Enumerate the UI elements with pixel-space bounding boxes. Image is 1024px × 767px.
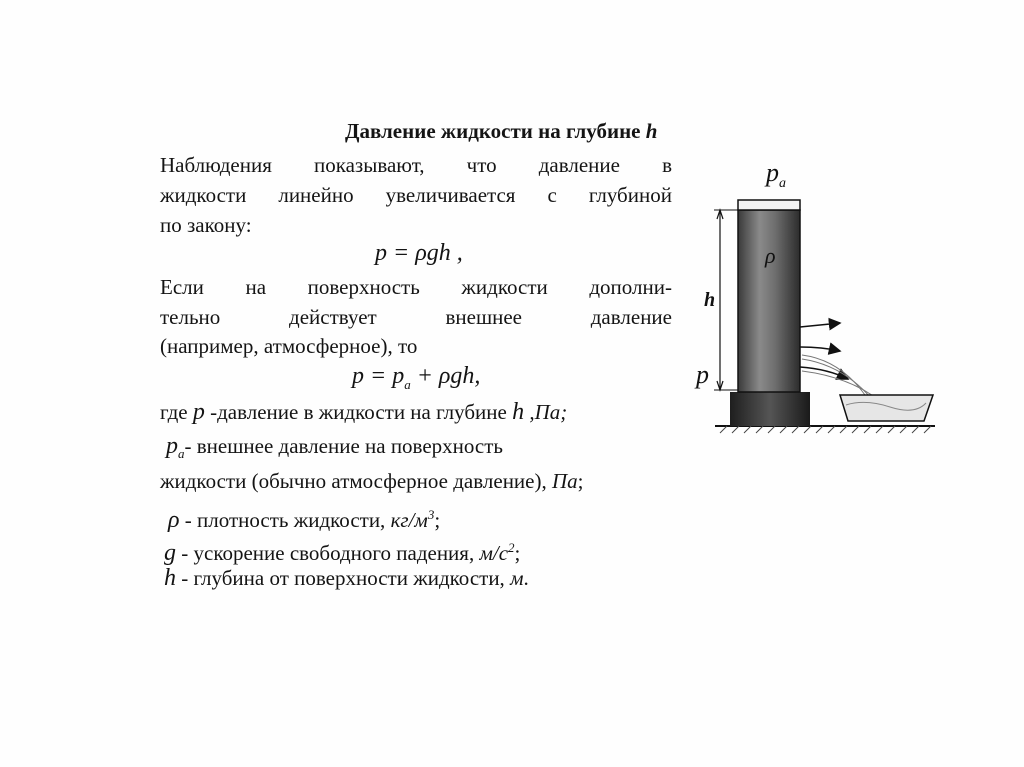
var-g: g	[164, 540, 176, 566]
legend-pa	[166, 433, 503, 467]
var-h: h	[164, 565, 176, 591]
formula-lhs: p = p	[352, 363, 405, 389]
title-variable: h	[645, 119, 658, 143]
punct: ;	[434, 508, 441, 532]
word: линейно	[278, 183, 354, 207]
var-h: h	[512, 399, 525, 425]
formula-sub: a	[404, 376, 411, 392]
legend-p	[160, 399, 567, 425]
pressure-column-figure	[690, 155, 940, 445]
legend-text: -давление в жидкости на глубине	[204, 400, 513, 424]
para2-line1	[160, 274, 672, 300]
unit-sup: 3	[427, 507, 435, 522]
column-base	[730, 392, 810, 426]
legend-text: - глубина от поверхности жидкости,	[176, 566, 511, 590]
word: на	[245, 275, 267, 299]
var-p: p	[192, 399, 205, 425]
label-rho: ρ	[765, 243, 776, 268]
legend-rho	[168, 502, 440, 533]
title-text: Давление жидкости на глубине	[345, 119, 641, 143]
legend-prefix: где	[160, 400, 193, 424]
para1-line2	[160, 182, 672, 208]
para1-line3: по закону:	[160, 213, 252, 237]
legend-text: жидкости (обычно атмосферное давление),	[160, 469, 552, 493]
word: действует	[289, 305, 377, 329]
word: в	[662, 153, 672, 177]
unit: ,Па;	[524, 400, 568, 424]
label-p: p	[696, 360, 709, 389]
unit: кг/м	[390, 508, 428, 532]
column-top-surface	[738, 200, 800, 210]
liquid-stream	[802, 355, 880, 401]
word: увеличивается	[385, 183, 516, 207]
word: тельно	[160, 305, 221, 329]
formula-pressure-external	[352, 363, 480, 393]
word: показывают,	[313, 153, 425, 177]
word: жидкости	[160, 183, 247, 207]
var-rho: ρ	[168, 507, 180, 533]
word: что	[466, 153, 497, 177]
formula-rhs: + ρgh,	[410, 363, 481, 389]
word: Если	[160, 275, 204, 299]
para2-line3: (например, атмосферное), то	[160, 334, 418, 358]
unit-sup: 2	[508, 540, 515, 555]
legend-g	[164, 535, 520, 566]
ground-hatch	[720, 426, 931, 433]
punct: ;	[577, 469, 584, 493]
word: глубиной	[588, 183, 672, 207]
word: поверхность	[307, 275, 420, 299]
unit: м/с	[479, 541, 509, 565]
legend-h	[164, 565, 529, 591]
legend-text: - плотность жидкости,	[179, 508, 391, 532]
label-pa: $p_a$	[766, 158, 786, 191]
var-sub: a	[178, 446, 185, 462]
punct: .	[523, 566, 529, 590]
label-h: h	[704, 289, 716, 311]
word: давление	[590, 305, 672, 329]
legend-text: - внешнее давление на поверхность	[184, 434, 504, 458]
formula-pressure: p = ρgh ,	[375, 240, 463, 266]
para2-line2	[160, 304, 672, 330]
word: давление	[538, 153, 620, 177]
punct: ;	[514, 541, 521, 565]
word: дополни-	[589, 275, 672, 299]
unit: м	[510, 566, 524, 590]
word: Наблюдения	[160, 153, 272, 177]
slide-title	[345, 119, 657, 144]
legend-text: - ускорение свободного падения,	[176, 541, 480, 565]
word: с	[547, 183, 557, 207]
var-p: p	[166, 433, 178, 459]
word: жидкости	[461, 275, 548, 299]
legend-pa-cont	[160, 468, 584, 494]
liquid-column	[738, 210, 800, 392]
word: внешнее	[445, 305, 522, 329]
unit: Па	[552, 469, 578, 493]
para1-line1	[160, 152, 672, 178]
